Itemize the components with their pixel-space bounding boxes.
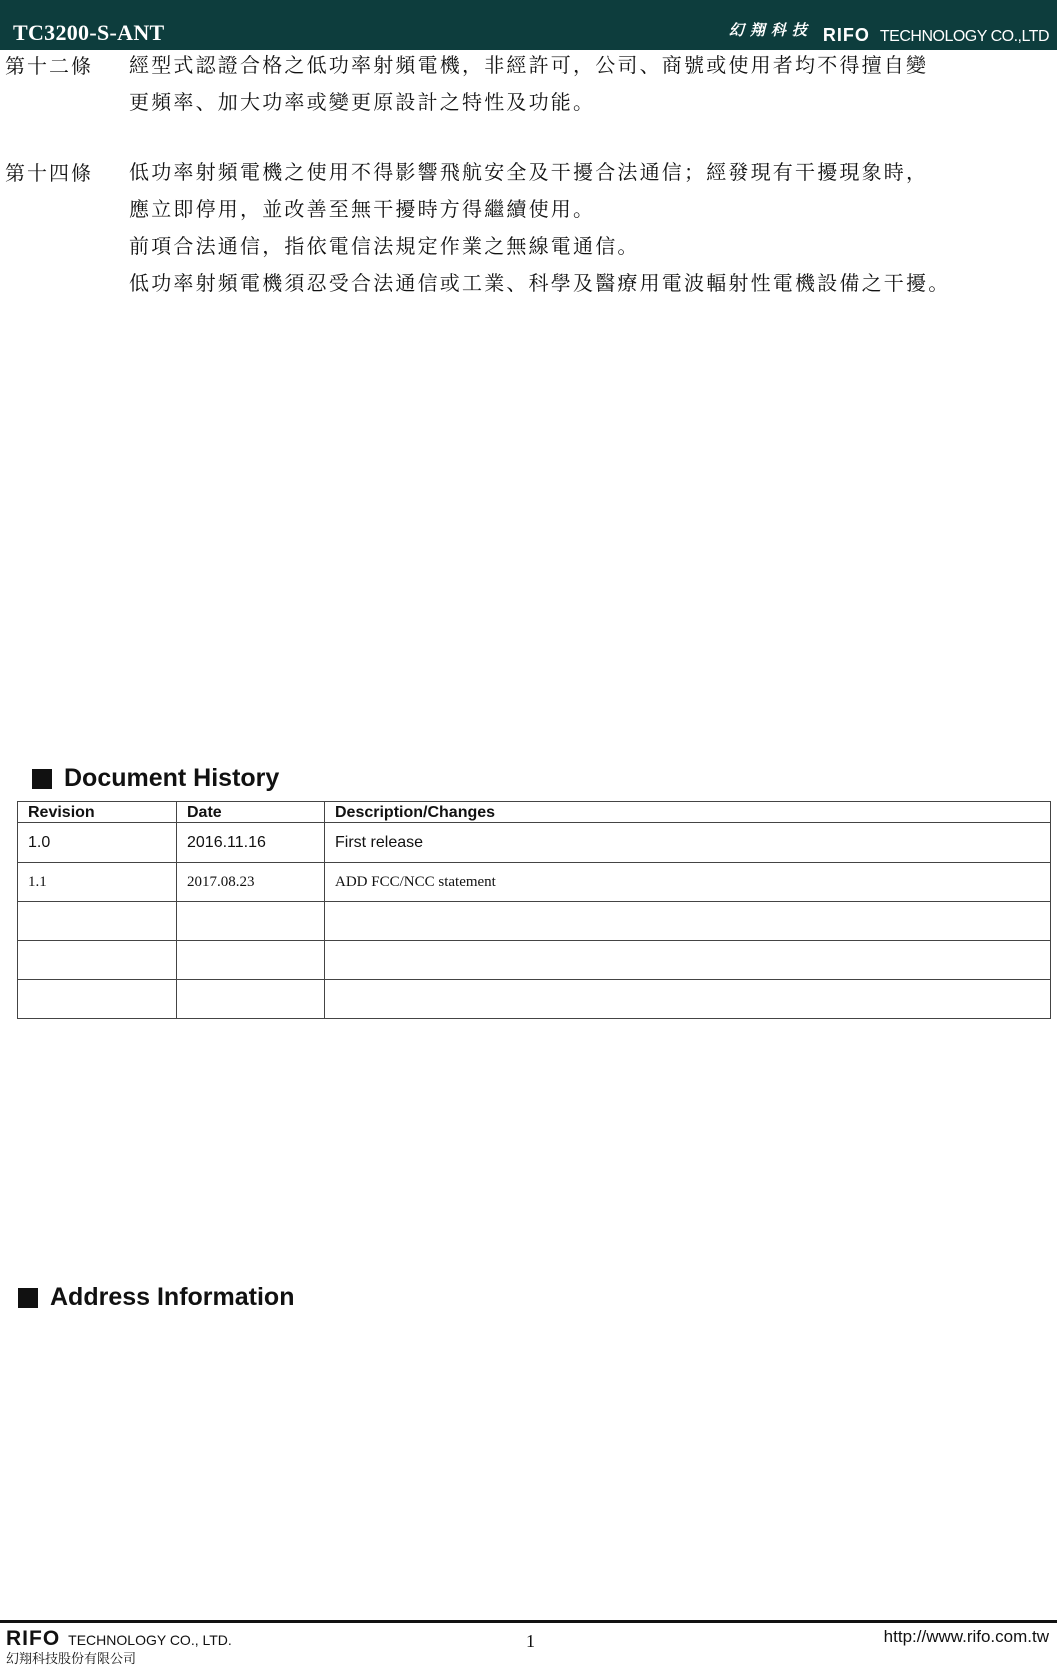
table-header-row <box>18 802 1051 823</box>
page-number: 1 <box>526 1631 535 1651</box>
cell-description <box>325 941 1051 980</box>
cell-date <box>177 980 325 1019</box>
footer-company-cn: 幻翔科技股份有限公司 <box>6 1652 137 1667</box>
table-row <box>18 863 1051 902</box>
article-line: 經型式認證合格之低功率射頻電機，非經許可，公司、商號或使用者均不得擅自變 <box>129 53 929 77</box>
table-row <box>18 823 1051 863</box>
column-header-revision: Revision <box>18 802 177 823</box>
brand-logo <box>729 18 1049 48</box>
document-history-table <box>17 801 1051 1019</box>
footer-company-name: TECHNOLOGY CO., LTD. <box>68 1632 232 1648</box>
table-row <box>18 941 1051 980</box>
article-line: 更頻率、加大功率或變更原設計之特性及功能。 <box>129 90 596 114</box>
page-header <box>0 0 1057 50</box>
section-title: Address Information <box>50 1283 295 1311</box>
model-name: TC3200-S-ANT <box>13 20 165 45</box>
article-line: 應立即停用，並改善至無干擾時方得繼續使用。 <box>129 197 596 221</box>
cell-revision: 1.0 <box>18 823 177 863</box>
cell-date: 2016.11.16 <box>177 823 325 863</box>
bullet-square-icon <box>32 769 52 789</box>
cell-description: ADD FCC/NCC statement <box>325 863 1051 902</box>
article-number: 第十二條 <box>5 54 93 78</box>
cell-date: 2017.08.23 <box>177 863 325 902</box>
cell-revision <box>18 980 177 1019</box>
cell-description <box>325 902 1051 941</box>
cell-description: First release <box>325 823 1051 863</box>
column-header-description: Description/Changes <box>325 802 1051 823</box>
address-information-heading <box>18 1283 294 1312</box>
cell-revision <box>18 941 177 980</box>
cell-description <box>325 980 1051 1019</box>
article-text <box>129 50 928 124</box>
brand-cn-name: 幻翔科技 <box>728 21 813 39</box>
article-line: 前項合法通信，指依電信法規定作業之無線電通信。 <box>129 234 640 258</box>
cell-date <box>177 941 325 980</box>
brand-suffix: TECHNOLOGY CO.,LTD <box>879 28 1049 45</box>
footer-divider <box>0 1620 1057 1623</box>
cell-date <box>177 902 325 941</box>
cell-revision <box>18 902 177 941</box>
section-title: Document History <box>64 764 280 792</box>
cell-revision: 1.1 <box>18 863 177 902</box>
footer-website-link[interactable]: http://www.rifo.com.tw <box>883 1627 1049 1646</box>
article-line: 低功率射頻電機須忍受合法通信或工業、科學及醫療用電波輻射性電機設備之干擾。 <box>129 271 951 295</box>
table-row <box>18 980 1051 1019</box>
article-number: 第十四條 <box>5 161 93 185</box>
bullet-square-icon <box>18 1288 38 1308</box>
brand-logo-mark: RIFO <box>822 25 870 45</box>
table-row <box>18 902 1051 941</box>
footer-logo-mark: RIFO <box>6 1627 61 1650</box>
article-line: 低功率射頻電機之使用不得影響飛航安全及干擾合法通信；經發現有干擾現象時， <box>129 160 929 184</box>
document-history-heading <box>32 764 279 793</box>
article-text <box>129 157 950 305</box>
column-header-date: Date <box>177 802 325 823</box>
